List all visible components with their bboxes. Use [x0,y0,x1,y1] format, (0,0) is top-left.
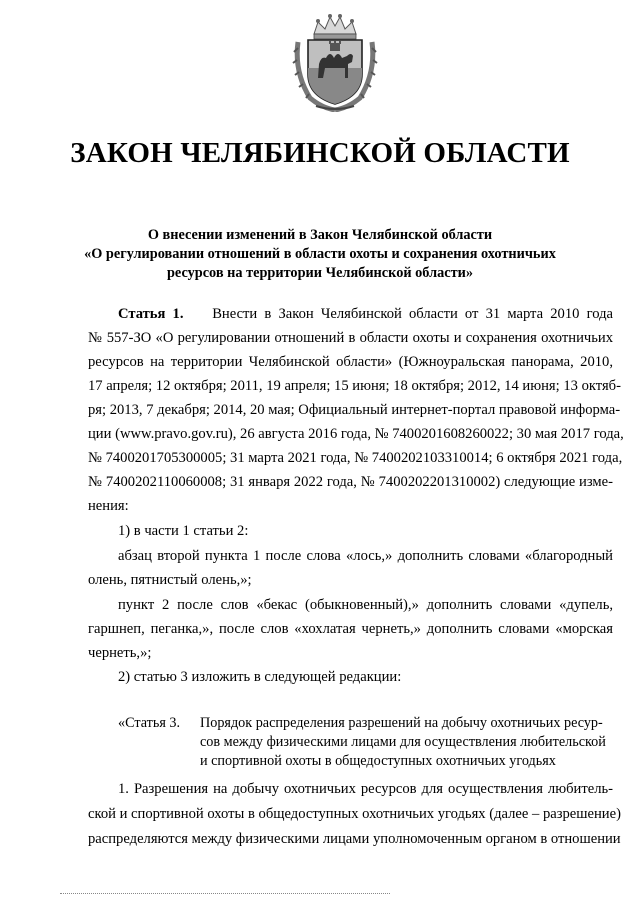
subtitle-line: «О регулировании отношений в области охоты и сохранения охотничьих [84,246,556,262]
subtitle-line: О внесении изменений в Закон Челябинской области [147,227,493,243]
article-1-line: № 7400201705300005; 31 марта 2021 года, № 7400202103310014; 6 октября 2021 года, [88,450,623,466]
article-1-line: ресурсов на территории Челябинской области» (Южноуральская панорама, 2010, [88,354,613,370]
article-1-line: № 7400202110060008; 31 января 2022 года, № 7400202201310002) следующие изме- [88,474,613,490]
point-1-line: ской и спортивной охоты в общедоступных охотничьих угодьях (далее – разрешение) [88,806,621,822]
law-subtitle [60,226,580,283]
page-bottom-rule [60,893,390,894]
article-1-line: ции (www.pravo.gov.ru), 26 августа 2016 года, № 7400201608260022; 30 мая 2017 года, [88,426,624,442]
subtitle-line: ресурсов на территории Челябинской области» [166,265,474,281]
paragraph-a-line: олень, пятнистый олень,»; [88,572,252,588]
item-1: 1) в части 1 статьи 2: [118,523,249,539]
quoted-article-title [200,714,618,771]
law-title: ЗАКОН ЧЕЛЯБИНСКОЙ ОБЛАСТИ [70,137,570,169]
article-1-line: 17 апреля; 12 октября; 2011, 19 апреля; 15 июня; 18 октября; 2012, 14 июня; 13 октяб- [88,378,621,394]
article-1-last-line: нения: [88,498,129,514]
point-1-line: распределяются между физическими лицами уполномоченным органом в отношении [88,831,621,847]
paragraph-b-line: гаршнеп, пеганка,», после слов «хохлатая чернеть,» дополнить словами «морская [88,621,613,637]
article-1-first-line [118,302,613,326]
article-1-line: № 557-ЗО «О регулировании отношений в области охоты и сохранения охотничьих [88,330,613,346]
quoted-article-title-line: Порядок распределения разрешений на добычу охотничьих ресур- [200,715,603,731]
paragraph-b-line: чернеть,»; [88,645,152,661]
coat-of-arms-emblem [292,12,378,112]
paragraph-b-line: пункт 2 после слов «бекас (обыкновенный),» дополнить словами «дупель, [118,597,613,613]
quoted-article-label: «Статья 3. [118,715,181,731]
article-1-label: Статья 1. [118,306,184,322]
quoted-article-title-line: и спортивной охоты в общедоступных охотничьих угодьях [200,753,556,769]
article-1-first-text: Внести в Закон Челябинской области от 31 марта 2010 года [212,306,614,322]
quoted-article-title-line: сов между физическими лицами для осуществления любительской [200,734,606,750]
article-1-line: ря; 2013, 7 декабря; 2014, 20 мая; Официальный интернет-портал правовой информа- [88,402,621,418]
paragraph-a-line: абзац второй пункта 1 после слова «лось,» дополнить словами «благородный [118,548,613,564]
item-2: 2) статью 3 изложить в следующей редакции: [118,669,402,685]
point-1-line: 1. Разрешения на добычу охотничьих ресурсов для осуществления любитель- [118,781,613,797]
